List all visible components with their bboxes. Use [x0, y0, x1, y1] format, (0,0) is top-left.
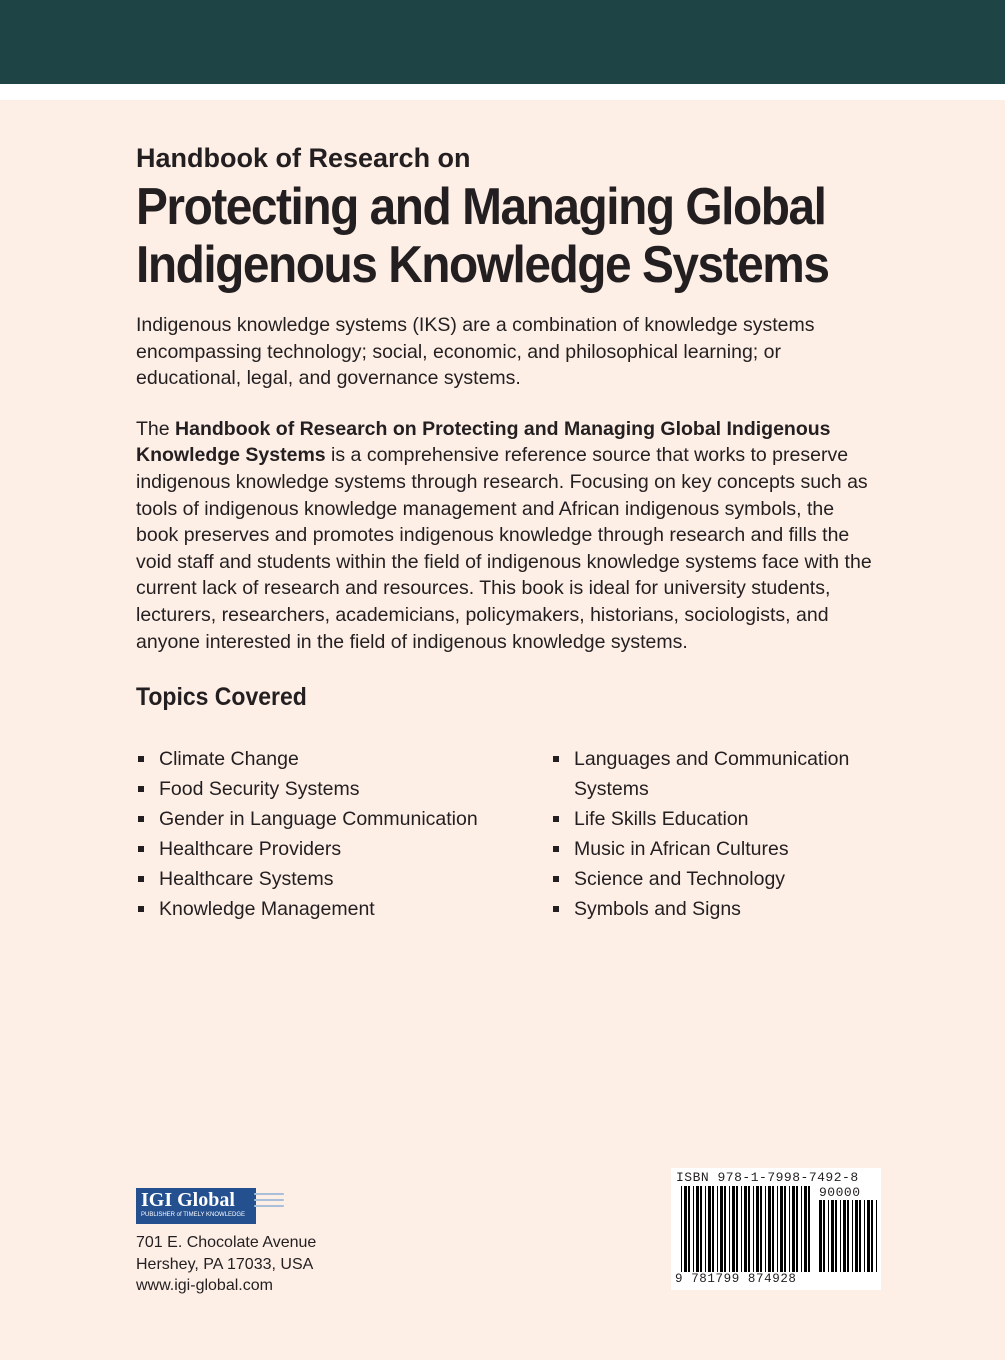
barcode-main-icon — [681, 1186, 813, 1272]
isbn-barcode — [671, 1168, 881, 1290]
bullet-square-icon — [553, 906, 559, 912]
bullet-square-icon — [138, 756, 144, 762]
topics-heading: Topics Covered — [136, 683, 307, 712]
description-prefix: The — [136, 417, 176, 440]
main-content — [136, 140, 876, 712]
topic-item: Symbols and Signs — [551, 894, 876, 924]
logo-box — [136, 1188, 256, 1224]
bullet-square-icon — [553, 876, 559, 882]
topic-item: Languages and Communication Systems — [551, 744, 876, 804]
intro-paragraph: Indigenous knowledge systems (IKS) are a combination of knowledge systems encompassing technology; social, economic, and philosophical learning; or educational, legal, and governance systems. — [136, 314, 815, 390]
topic-item: Knowledge Management — [136, 894, 551, 924]
topics-column-right — [551, 744, 876, 924]
ean-digits: 9 781799 874928 — [675, 1272, 797, 1286]
top-white-strip — [0, 84, 1005, 100]
book-title-line-2: Indigenous Knowledge Systems — [136, 236, 829, 294]
bullet-square-icon — [553, 846, 559, 852]
book-title-line-1: Protecting and Managing Global — [136, 178, 826, 236]
bullet-square-icon — [138, 876, 144, 882]
topic-item: Healthcare Systems — [136, 864, 551, 894]
topics-column-left — [136, 744, 551, 924]
topic-item: Food Security Systems — [136, 774, 551, 804]
bullet-square-icon — [138, 906, 144, 912]
topic-item: Science and Technology — [551, 864, 876, 894]
isbn-label: ISBN 978-1-7998-7492-8 — [676, 1170, 859, 1185]
description-body: is a comprehensive reference source that works to preserve indigenous knowledge systems through research. Focusing on key concepts such as tools of indigenous knowledge management and African indigenous symbols, the book preserves and promotes indigenous knowledge through research and fills the void staff and students within the field of indigenous knowledge systems face with the current lack of research and resources. This book is ideal for university students, lecturers, researchers, academicians, policymakers, historians, sociologists, and anyone interested in the field of indigenous knowledge systems. — [136, 444, 872, 653]
bullet-square-icon — [553, 756, 559, 762]
topic-item: Healthcare Providers — [136, 834, 551, 864]
publisher-address — [136, 1232, 316, 1297]
topic-item: Life Skills Education — [551, 804, 876, 834]
book-subtitle: Handbook of Research on — [136, 143, 471, 173]
address-city: Hershey, PA 17033, USA — [136, 1255, 314, 1273]
address-street: 701 E. Chocolate Avenue — [136, 1234, 317, 1251]
description-paragraph — [136, 416, 876, 655]
topic-item: Music in African Cultures — [551, 834, 876, 864]
book-title — [136, 178, 829, 294]
bullet-square-icon — [138, 816, 144, 822]
description-book-title: Handbook of Research on Protecting and Managing Global Indigenous Knowledge Systems — [136, 417, 831, 467]
logo-tagline: PUBLISHER of TIMELY KNOWLEDGE — [141, 1212, 246, 1218]
logo-wordmark: IGI Global — [141, 1189, 235, 1211]
topics-list — [136, 744, 876, 924]
bullet-square-icon — [553, 816, 559, 822]
price-code: 90000 — [819, 1185, 861, 1200]
barcode-addon-icon — [819, 1200, 877, 1272]
publisher-logo — [136, 1188, 284, 1224]
bullet-square-icon — [138, 846, 144, 852]
topic-item: Climate Change — [136, 744, 551, 774]
publisher-website: www.igi-global.com — [136, 1277, 273, 1294]
topic-item: Gender in Language Communication — [136, 804, 551, 834]
logo-swoosh-icon — [254, 1193, 284, 1217]
top-color-band — [0, 0, 1005, 84]
bullet-square-icon — [138, 786, 144, 792]
